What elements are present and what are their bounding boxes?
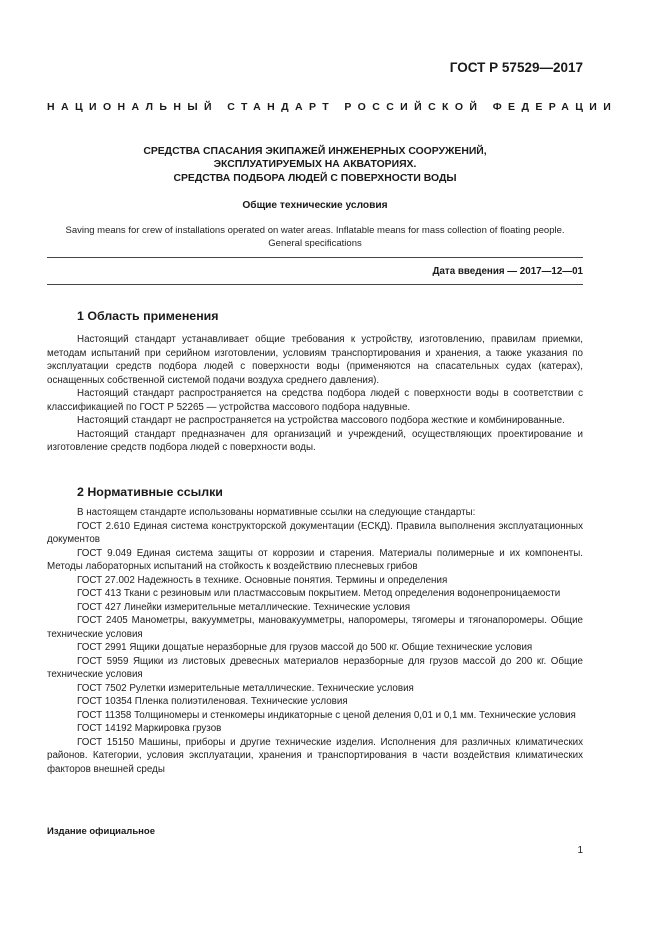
- english-title-line-2: General specifications: [268, 238, 362, 249]
- section-heading-scope: 1 Область применения: [77, 309, 219, 323]
- document-subtitle: Общие технические условия: [242, 200, 388, 211]
- title-line-2: ЭКСПЛУАТИРУЕМЫХ НА АКВАТОРИЯХ.: [213, 159, 417, 171]
- official-edition-label: Издание официальное: [47, 826, 155, 837]
- reference-item: ГОСТ 2405 Манометры, вакуумметры, мановакуумметры, напоромеры, тягомеры и тягонапоромеры. Общие технические условия: [47, 615, 583, 640]
- section-heading-references: 2 Нормативные ссылки: [77, 485, 223, 499]
- reference-item: ГОСТ 2991 Ящики дощатые неразборные для грузов массой до 500 кг. Общие технические условия: [77, 642, 533, 653]
- title-line-3: СРЕДСТВА ПОДБОРА ЛЮДЕЙ С ПОВЕРХНОСТИ ВОДЫ: [173, 172, 457, 184]
- reference-item: ГОСТ 2.610 Единая система конструкторской документации (ЕСКД). Правила выполнения эксплуатационных документов: [47, 520, 583, 545]
- reference-item: ГОСТ 413 Ткани с резиновым или пластмассовым покрытием. Метод определения водонепроницаемости: [77, 588, 561, 599]
- references-intro: В настоящем стандарте использованы нормативные ссылки на следующие стандарты:: [77, 507, 476, 518]
- paragraph: Настоящий стандарт предназначен для организаций и учреждений, осуществляющих проектирование и изготовление средств подбора людей с поверхности воды.: [47, 428, 583, 453]
- reference-item: ГОСТ 11358 Толщиномеры и стенкомеры индикаторные с ценой деления 0,01 и 0,1 мм. Технические условия: [77, 709, 576, 721]
- divider-top: [47, 257, 583, 258]
- introduction-date: Дата введения — 2017—12—01: [432, 266, 583, 277]
- section-body-scope: [47, 333, 583, 455]
- reference-item: ГОСТ 5959 Ящики из листовых древесных материалов неразборные для грузов массой до 200 кг. Общие технические условия: [47, 655, 583, 680]
- reference-item: ГОСТ 9.049 Единая система защиты от коррозии и старения. Материалы полимерные и их компоненты. Методы лабораторных испытаний на стойкость к воздействию плесневых грибов: [47, 547, 583, 572]
- paragraph: Настоящий стандарт не распространяется на устройства массового подбора жесткие и комбинированные.: [77, 415, 565, 426]
- divider-bottom: [47, 284, 583, 285]
- standard-number: ГОСТ Р 57529—2017: [449, 60, 583, 75]
- reference-item: ГОСТ 14192 Маркировка грузов: [77, 723, 222, 734]
- title-line-1: СРЕДСТВА СПАСАНИЯ ЭКИПАЖЕЙ ИНЖЕНЕРНЫХ СООРУЖЕНИЙ,: [143, 146, 487, 157]
- reference-item: ГОСТ 15150 Машины, приборы и другие технические изделия. Исполнения для различных климатических районов. Категории, условия эксплуатации, хранения и транспортирования в части воздействия климатических факторов внешней среды: [47, 736, 583, 775]
- paragraph: Настоящий стандарт устанавливает общие требования к устройству, изготовлению, правилам приемки, методам испытаний при серийном изготовлении, условиям транспортирования и хранения, а также указания по эксплуатации средств подбора людей с поверхности воды (применяются на спасательных судах (катерах), оснащенных собственной системой подачи воздуха среднего давления).: [47, 334, 583, 386]
- section-body-references: [47, 506, 583, 776]
- reference-item: ГОСТ 10354 Пленка полиэтиленовая. Технические условия: [77, 696, 348, 707]
- reference-item: ГОСТ 7502 Рулетки измерительные металлические. Технические условия: [77, 682, 414, 694]
- english-title: [47, 224, 583, 250]
- document-title: [47, 145, 583, 185]
- national-standard-banner: НАЦИОНАЛЬНЫЙ СТАНДАРТ РОССИЙСКОЙ ФЕДЕРАЦИИ: [47, 101, 618, 113]
- english-title-line-1: Saving means for crew of installations operated on water areas. Inflatable means for mass collection of floating people.: [65, 225, 565, 236]
- paragraph: Настоящий стандарт распространяется на средства подбора людей с поверхности воды в соответствии с классификацией по ГОСТ Р 52265 — устройства массового подбора надувные.: [47, 388, 583, 413]
- page-number: 1: [577, 845, 583, 856]
- reference-item: ГОСТ 427 Линейки измерительные металлические. Технические условия: [77, 601, 411, 613]
- reference-item: ГОСТ 27.002 Надежность в технике. Основные понятия. Термины и определения: [77, 574, 448, 586]
